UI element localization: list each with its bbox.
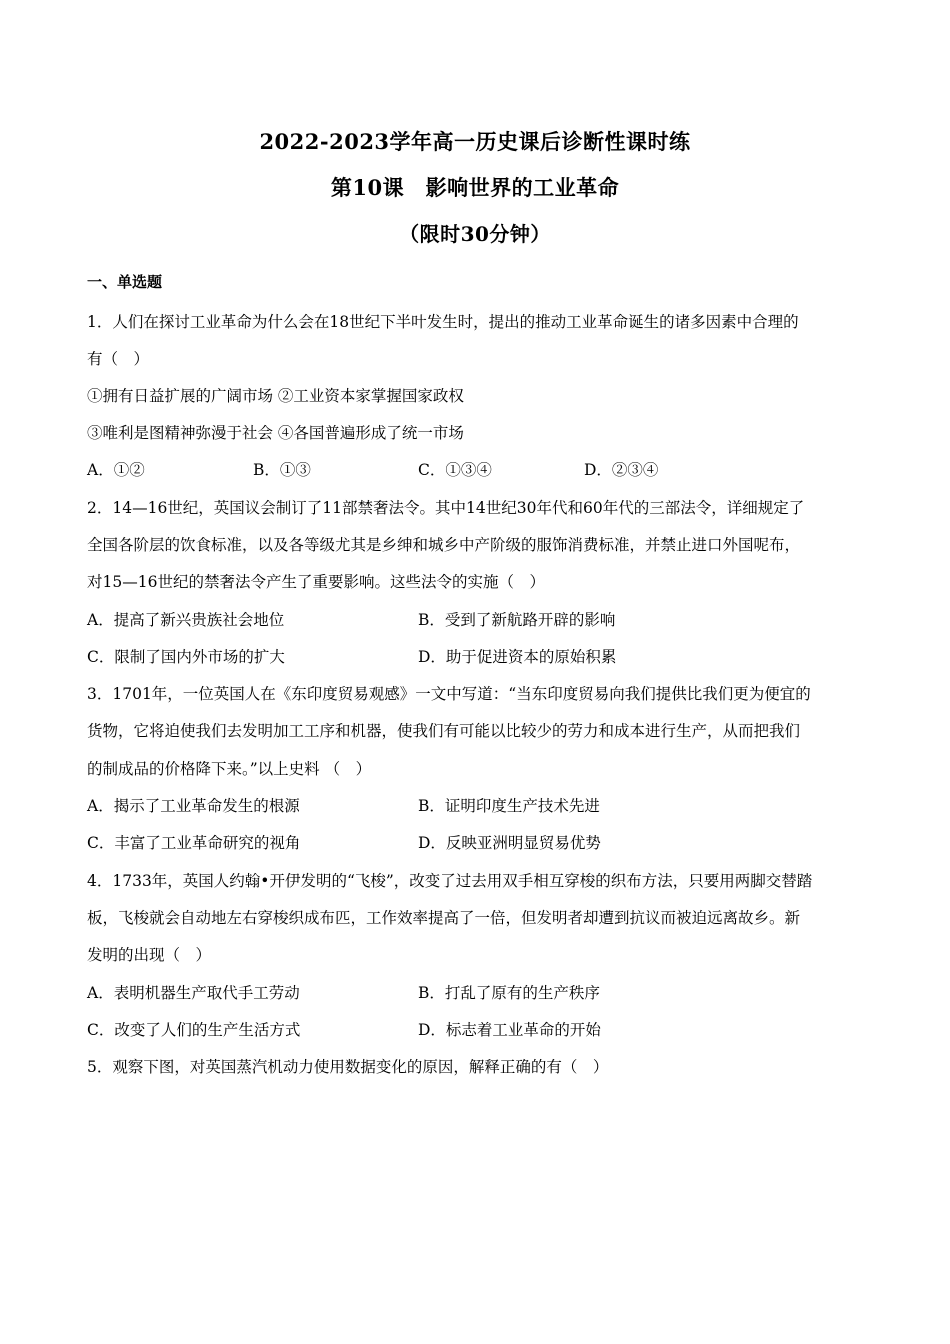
q1-option-a: A．①② [87,461,145,479]
q4-option-c: C．改变了人们的生产生活方式 [87,1021,301,1039]
q2-stem-line: 全国各阶层的饮食标准，以及各等级尤其是乡绅和城乡中产阶级的服饰消费标准，并禁止进口外国呢布， [87,536,801,554]
q3-option-d: D．反映亚洲明显贸易优势 [418,834,601,852]
q3-stem-line: 货物，它将迫使我们去发明加工工序和机器，使我们有可能以比较少的劳力和成本进行生产，从而把我们 [87,722,801,740]
q4-option-b: B．打乱了原有的生产秩序 [418,984,600,1002]
q2-stem-line: 对15—16世纪的禁奢法令产生了重要影响。这些法令的实施（ ） [87,573,545,591]
time-limit: （限时30分钟） [399,222,551,246]
q3-option-c: C．丰富了工业革命研究的视角 [87,834,301,852]
q3-stem-line: 3．1701年，一位英国人在《东印度贸易观感》一文中写道：“当东印度贸易向我们提供比我们更为便宜的 [87,685,811,703]
q4-stem-line: 4．1733年，英国人约翰•开伊发明的“飞梭”，改变了过去用双手相互穿梭的织布方法，只要用两脚交替踏 [87,872,813,890]
q4-stem-line: 发明的出现（ ） [87,946,212,964]
q2-stem-line: 2．14—16世纪，英国议会制订了11部禁奢法令。其中14世纪30年代和60年代的三部法令，详细规定了 [87,499,805,517]
q2-option-d: D．助于促进资本的原始积累 [418,648,617,666]
section-heading: 一、单选题 [87,273,163,291]
document-title: 2022-2023学年高一历史课后诊断性课时练 [259,129,691,154]
q1-option-c: C．①③④ [418,461,492,479]
q4-option-d: D．标志着工业革命的开始 [418,1021,601,1039]
q1-option-d: D．②③④ [584,461,659,479]
q3-stem-line: 的制成品的价格降下来。”以上史料 （ ） [87,760,372,778]
q4-option-a: A．表明机器生产取代手工劳动 [87,984,300,1002]
q5-stem-line: 5．观察下图，对英国蒸汽机动力使用数据变化的原因，解释正确的有（ ） [87,1058,609,1076]
q1-stem-line: 1．人们在探讨工业革命为什么会在18世纪下半叶发生时，提出的推动工业革命诞生的诸多因素中合理的 [87,313,799,331]
q3-option-a: A．揭示了工业革命发生的根源 [87,797,300,815]
q1-stem-line: ③唯利是图精神弥漫于社会 ④各国普遍形成了统一市场 [87,424,464,442]
q2-option-c: C．限制了国内外市场的扩大 [87,648,285,666]
q2-option-a: A．提高了新兴贵族社会地位 [87,611,285,629]
q1-option-b: B．①③ [253,461,311,479]
q1-stem-line: 有（ ） [87,350,150,368]
q3-option-b: B．证明印度生产技术先进 [418,797,600,815]
q1-stem-line: ①拥有日益扩展的广阔市场 ②工业资本家掌握国家政权 [87,387,464,405]
q4-stem-line: 板，飞梭就会自动地左右穿梭织成布匹，工作效率提高了一倍，但发明者却遭到抗议而被迫远离故乡。新 [87,909,801,927]
lesson-title: 第10课 影响世界的工业革命 [330,175,620,200]
q2-option-b: B．受到了新航路开辟的影响 [418,611,616,629]
